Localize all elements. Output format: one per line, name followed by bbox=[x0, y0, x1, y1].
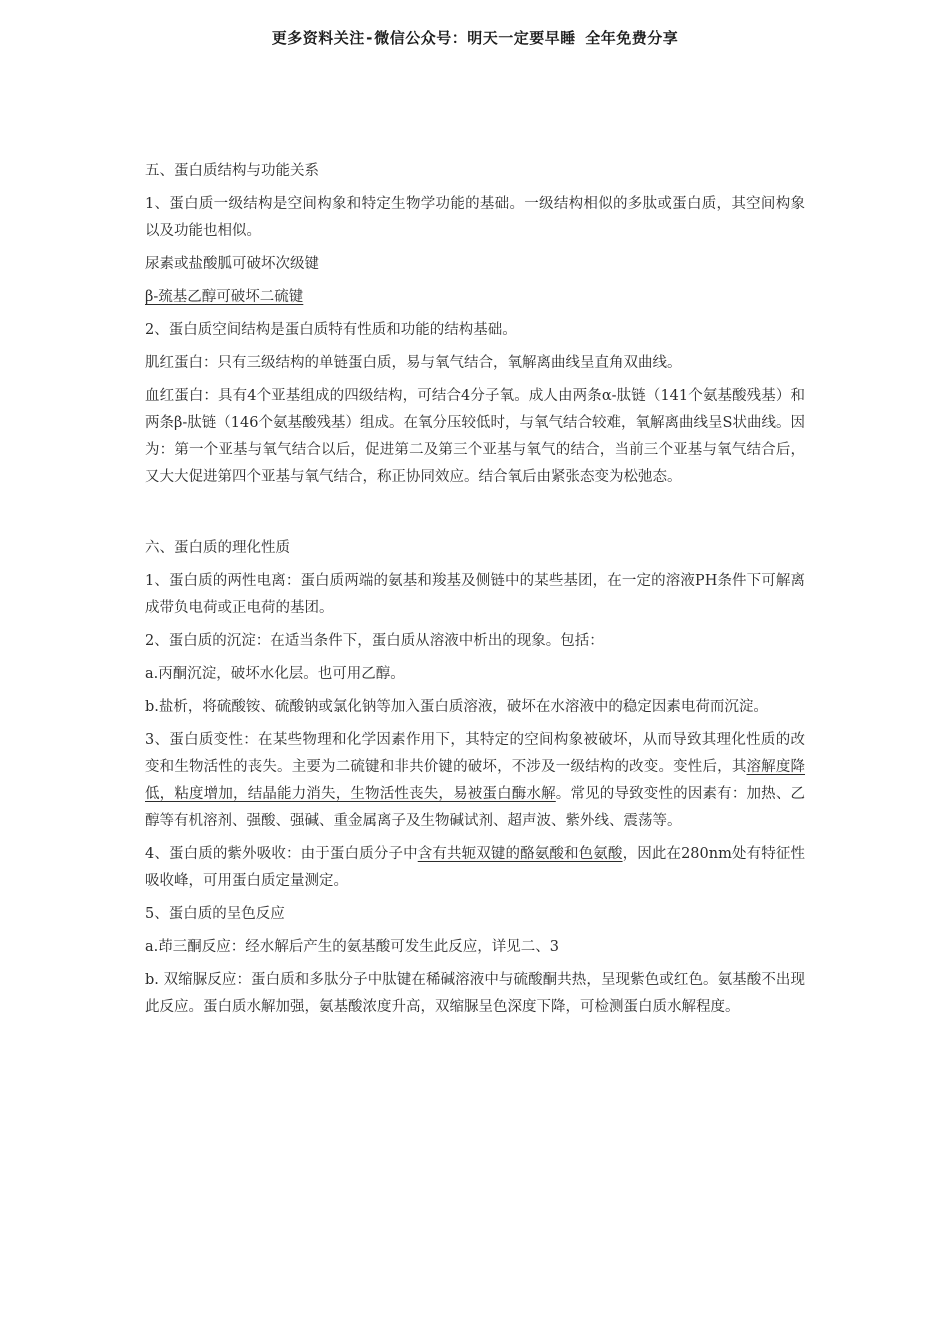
section-5-para-4: 2、蛋白质空间结构是蛋白质特有性质和功能的结构基础。 bbox=[145, 322, 517, 338]
section-6-para-5 bbox=[145, 727, 805, 835]
section-6-para-7: 5、蛋白质的呈色反应 bbox=[145, 906, 285, 922]
section-6-para-8: a.茚三酮反应：经水解后产生的氨基酸可发生此反应，详见二、3 bbox=[145, 939, 559, 955]
text-run: ，因此在280nm处有特征性吸收峰，可用蛋白质定量测定。 bbox=[145, 846, 806, 889]
section-5-para-2: 尿素或盐酸胍可破坏次级键 bbox=[145, 256, 319, 272]
section-6-para-1: 1、蛋白质的两性电离：蛋白质两端的氨基和羧基及侧链中的某些基团，在一定的溶液PH条件下可解离成带负电荷或正电荷的基团。 bbox=[145, 573, 805, 616]
section-gap bbox=[145, 497, 805, 535]
text-run: 3、蛋白质变性：在某些物理和化学因素作用下，其特定的空间构象被破坏，从而导致其理化性质的改变和生物活性的丧失。主要为二硫键和非共价键的破坏，不涉及一级结构的改变。变性后，其 bbox=[145, 732, 805, 775]
section-6-para-6 bbox=[145, 841, 805, 895]
section-6-para-3: a.丙酮沉淀，破坏水化层。也可用乙醇。 bbox=[145, 666, 405, 682]
underlined-text: 含有共轭双键的酪氨酸和色氨酸 bbox=[417, 846, 623, 862]
section-6-title: 六、蛋白质的理化性质 bbox=[145, 540, 290, 556]
section-6-para-2: 2、蛋白质的沉淀：在适当条件下，蛋白质从溶液中析出的现象。包括： bbox=[145, 633, 604, 649]
section-6-para-4: b.盐析，将硫酸铵、硫酸钠或氯化钠等加入蛋白质溶液，破坏在水溶液中的稳定因素电荷而沉淀。 bbox=[145, 699, 768, 715]
section-5-para-1: 1、蛋白质一级结构是空间构象和特定生物学功能的基础。一级结构相似的多肽或蛋白质，其空间构象以及功能也相似。 bbox=[145, 196, 805, 239]
text-run: 。常见的导致变性的因素有：加热、乙醇等有机溶剂、强酸、强碱、重金属离子及生物碱试剂、超声波、紫外线、震荡等。 bbox=[145, 786, 806, 829]
text-run: 4、蛋白质的紫外吸收：由于蛋白质分子中 bbox=[145, 846, 418, 862]
section-5-title: 五、蛋白质结构与功能关系 bbox=[145, 163, 319, 179]
document-body bbox=[145, 158, 805, 1027]
section-5-para-6: 血红蛋白：具有4个亚基组成的四级结构，可结合4分子氧。成人由两条α-肽链（141个氨基酸残基）和两条β-肽链（146个氨基酸残基）组成。在氧分压较低时，与氧气结合较难，氧解离曲线呈S状曲线。因为：第一个亚基与氧气结合以后，促进第二及第三个亚基与氧气的结合，当前三个亚基与氧气结合后，又大大促进第四个亚基与氧气结合，称正协同效应。结合氧后由紧张态变为松弛态。 bbox=[145, 388, 805, 485]
section-5-para-5: 肌红蛋白：只有三级结构的单链蛋白质，易与氧气结合，氧解离曲线呈直角双曲线。 bbox=[145, 355, 682, 371]
page-header: 更多资料关注-微信公众号：明天一定要早睡 全年免费分享 bbox=[271, 29, 679, 47]
section-6-para-9: b. 双缩脲反应：蛋白质和多肽分子中肽键在稀碱溶液中与硫酸酮共热，呈现紫色或红色。氨基酸不出现此反应。蛋白质水解加强，氨基酸浓度升高，双缩脲呈色深度下降，可检测蛋白质水解程度。 bbox=[145, 972, 805, 1015]
section-5-para-3: β-巯基乙醇可破坏二硫键 bbox=[145, 289, 304, 305]
underlined-text: 溶解度降低，粘度增加，结晶能力消失，生物活性丧失，易被蛋白酶水解 bbox=[145, 759, 805, 802]
